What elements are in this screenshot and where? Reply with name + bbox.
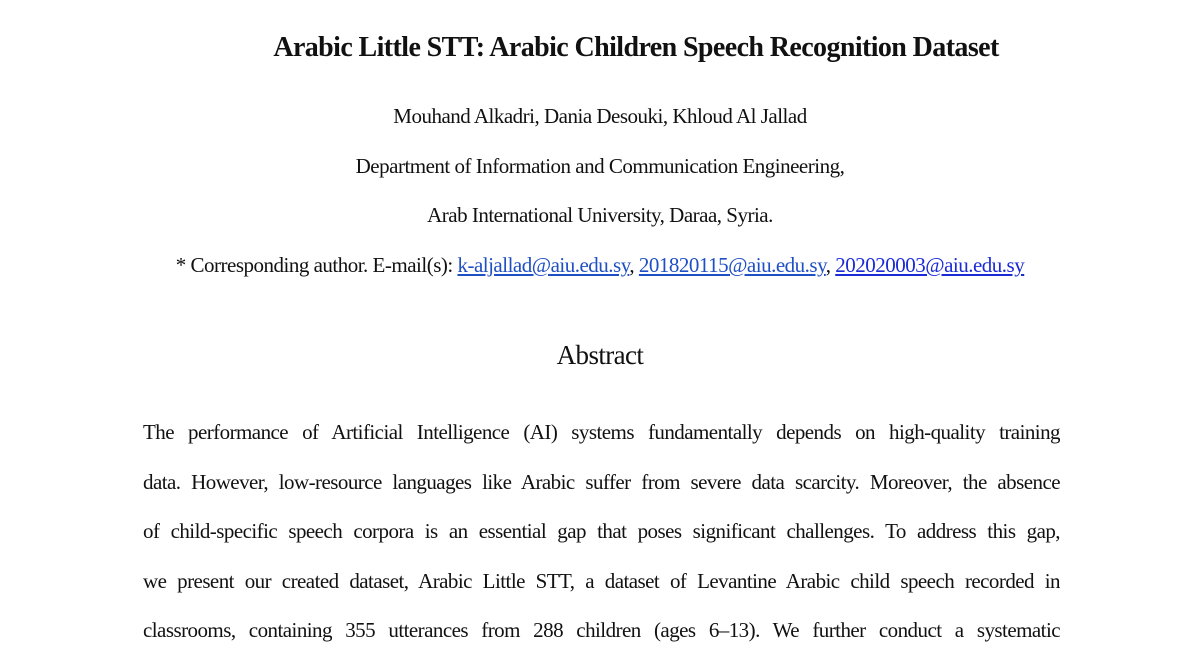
abstract-line: The performance of Artificial Intelligence (AI) systems fundamentally depends on high-quality training xyxy=(143,420,1060,444)
email-link-2[interactable]: 201820115@aiu.edu.sy xyxy=(638,253,826,277)
abstract-line: data. However, low-resource languages like Arabic suffer from severe data scarcity. Moreover, the absence xyxy=(143,469,1060,494)
corresponding-author-label: * Corresponding author. E-mail(s): xyxy=(175,253,458,277)
affiliation-department: Department of Information and Communication Engineering, xyxy=(355,154,845,178)
email-separator: , xyxy=(629,253,639,277)
affiliation-university: Arab International University, Daraa, Syria. xyxy=(427,203,773,227)
author-list: Mouhand Alkadri, Dania Desouki, Khloud Al Jallad xyxy=(393,104,807,128)
abstract-heading: Abstract xyxy=(556,340,644,370)
paper-title: Arabic Little STT: Arabic Children Speech Recognition Dataset xyxy=(273,32,999,63)
abstract-body xyxy=(143,408,1060,656)
abstract-line: we present our created dataset, Arabic Little STT, a dataset of Levantine Arabic child speech recorded in xyxy=(143,568,1060,593)
email-link-1[interactable]: k-aljallad@aiu.edu.sy xyxy=(457,253,630,277)
email-link-3[interactable]: 202020003@aiu.edu.sy xyxy=(835,253,1025,277)
abstract-line: of child-specific speech corpora is an essential gap that poses significant challenges. To address this gap, xyxy=(143,519,1060,543)
email-separator: , xyxy=(825,253,836,277)
corresponding-author-line xyxy=(0,253,1200,278)
abstract-line: classrooms, containing 355 utterances from 288 children (ages 6–13). We further conduct a systematic xyxy=(143,618,1060,642)
